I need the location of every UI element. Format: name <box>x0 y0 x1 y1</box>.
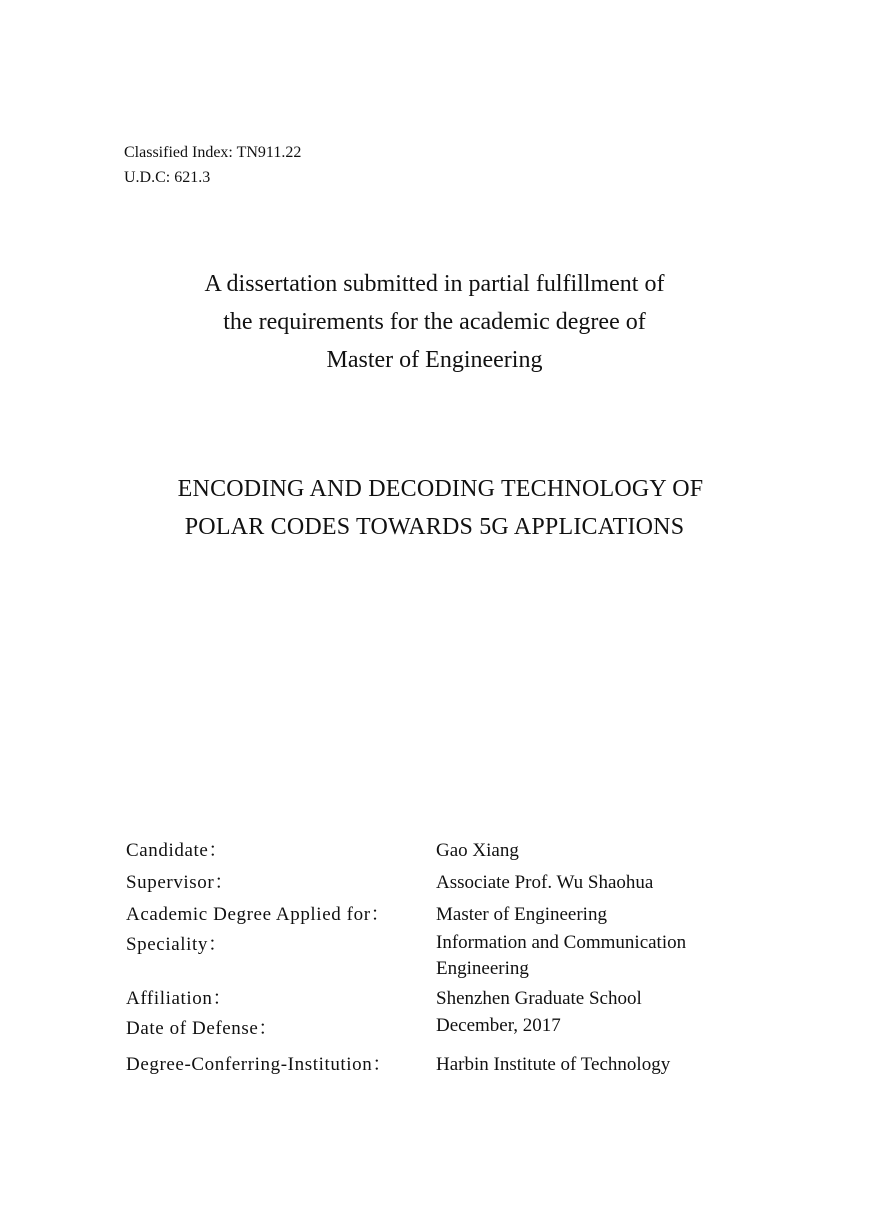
info-value: Gao Xiang <box>436 840 519 861</box>
classification-block <box>124 140 301 190</box>
udc-code: U.D.C: 621.3 <box>124 169 211 186</box>
info-row-affiliation <box>126 986 746 1016</box>
candidate-info-table <box>126 838 746 1082</box>
info-label: Affiliation： <box>126 988 233 1009</box>
info-label: Academic Degree Applied for： <box>126 904 391 925</box>
classified-index: Classified Index: TN911.22 <box>124 144 302 161</box>
info-row-degree <box>126 902 746 930</box>
title-line-2: POLAR CODES TOWARDS 5G APPLICATIONS <box>184 514 685 540</box>
info-row-candidate <box>126 838 746 870</box>
info-row-defense-date <box>126 1016 746 1052</box>
info-value: Associate Prof. Wu Shaohua <box>436 872 654 893</box>
statement-line-3: Master of Engineering <box>326 347 543 373</box>
info-label: Supervisor： <box>126 872 234 893</box>
info-label: Degree-Conferring-Institution： <box>126 1054 392 1075</box>
info-label: Candidate： <box>126 840 229 861</box>
info-value: Master of Engineering <box>436 904 607 925</box>
info-value: Shenzhen Graduate School <box>436 988 642 1009</box>
info-row-speciality <box>126 930 746 986</box>
info-label: Date of Defense： <box>126 1018 279 1039</box>
info-row-institution <box>126 1052 746 1082</box>
degree-statement <box>0 265 869 379</box>
info-row-supervisor <box>126 870 746 902</box>
info-value: Information and Communication Engineering <box>436 932 687 979</box>
info-label: Speciality： <box>126 934 228 955</box>
statement-line-2: the requirements for the academic degree of <box>223 309 646 335</box>
info-value: December, 2017 <box>436 1015 561 1036</box>
title-line-1: ENCODING AND DECODING TECHNOLOGY OF <box>177 476 704 502</box>
statement-line-1: A dissertation submitted in partial fulfillment of <box>204 271 665 297</box>
dissertation-title <box>0 470 869 546</box>
info-value: Harbin Institute of Technology <box>436 1054 671 1075</box>
